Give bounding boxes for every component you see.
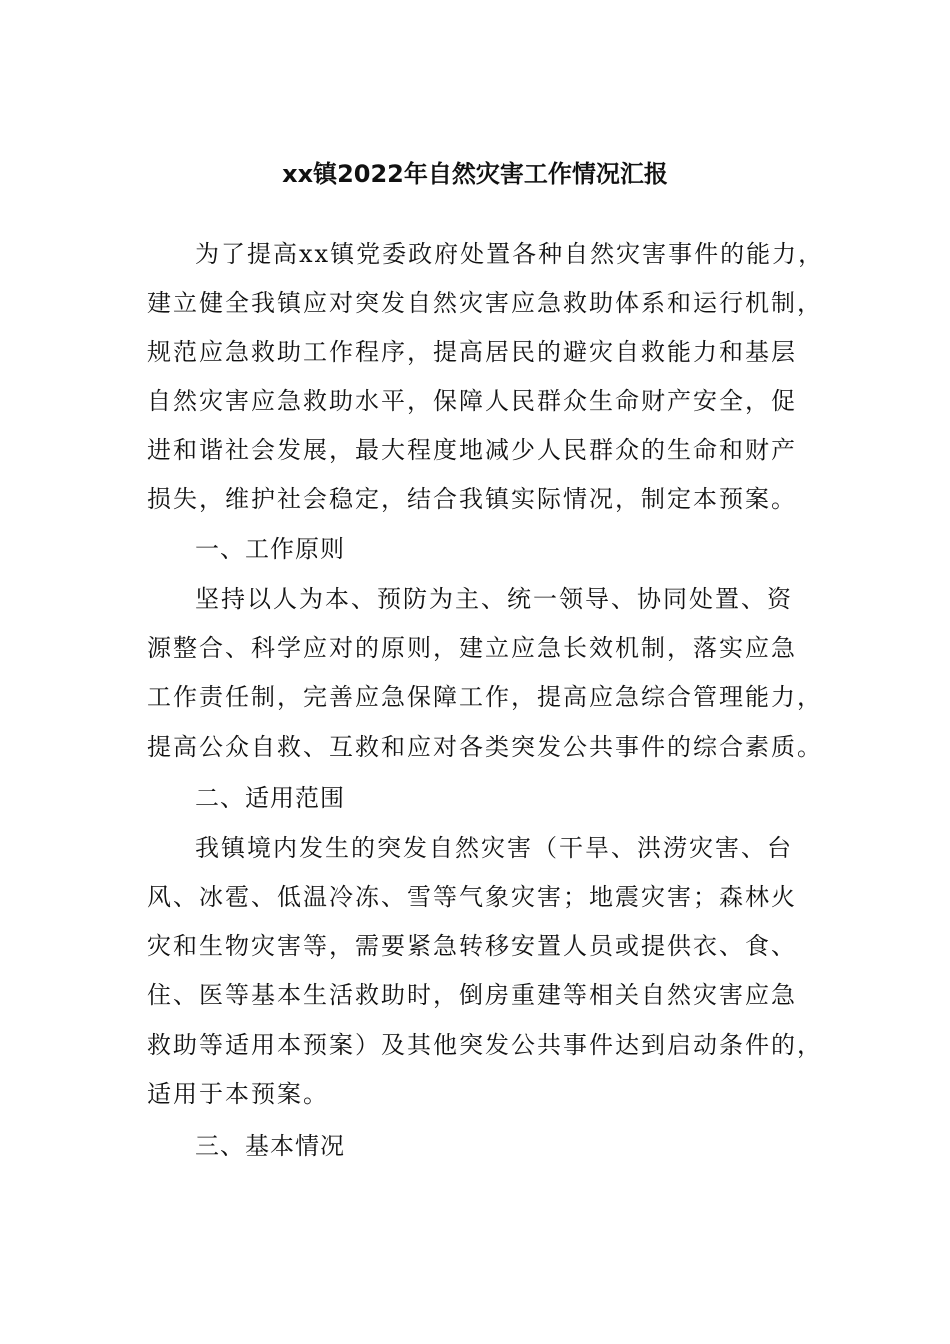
principles-line-3: 工作责任制，完善应急保障工作，提高应急综合管理能力，	[147, 683, 823, 711]
intro-line-6: 损失，维护社会稳定，结合我镇实际情况，制定本预案。	[147, 485, 797, 513]
intro-line-3: 规范应急救助工作程序，提高居民的避灾自救能力和基层	[147, 338, 797, 366]
intro-line-2: 建立健全我镇应对突发自然灾害应急救助体系和运行机制，	[147, 289, 823, 317]
principles-line-4: 提高公众自救、互救和应对各类突发公共事件的综合素质。	[147, 733, 823, 761]
principles-line-1: 坚持以人为本、预防为主、统一领导、协同处置、资	[195, 585, 793, 613]
document-title: xx镇2022年自然灾害工作情况汇报	[282, 160, 668, 188]
section-heading-scope: 二、适用范围	[195, 784, 345, 812]
scope-line-4: 住、医等基本生活救助时，倒房重建等相关自然灾害应急	[147, 981, 797, 1009]
principles-line-2: 源整合、科学应对的原则，建立应急长效机制，落实应急	[147, 634, 797, 662]
scope-line-1: 我镇境内发生的突发自然灾害（干旱、洪涝灾害、台	[195, 834, 793, 862]
scope-line-6: 适用于本预案。	[147, 1080, 329, 1108]
section-heading-principles: 一、工作原则	[195, 535, 345, 563]
scope-line-5: 救助等适用本预案）及其他突发公共事件达到启动条件的，	[147, 1031, 823, 1059]
scope-line-2: 风、冰雹、低温冷冻、雪等气象灾害；地震灾害；森林火	[147, 883, 797, 911]
section-heading-basic-situation: 三、基本情况	[195, 1132, 345, 1160]
scope-line-3: 灾和生物灾害等，需要紧急转移安置人员或提供衣、食、	[147, 932, 797, 960]
intro-line-5: 进和谐社会发展，最大程度地减少人民群众的生命和财产	[147, 436, 797, 464]
intro-line-4: 自然灾害应急救助水平，保障人民群众生命财产安全，促	[147, 387, 797, 415]
intro-line-1: 为了提高xx镇党委政府处置各种自然灾害事件的能力，	[195, 240, 825, 268]
